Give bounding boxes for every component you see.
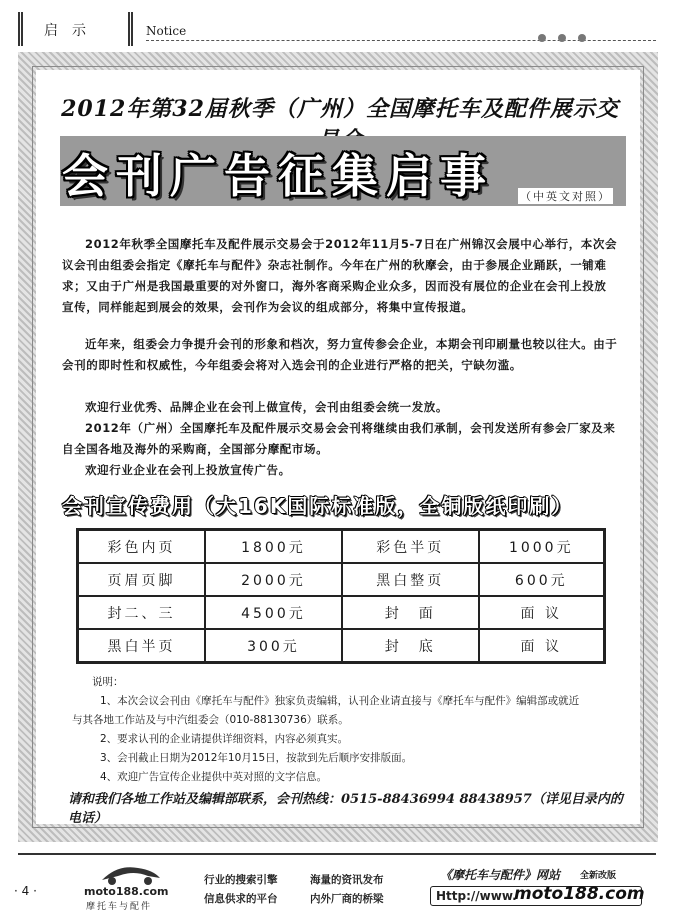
table-cell: 封 面: [342, 596, 479, 629]
table-cell: 面 议: [479, 629, 604, 662]
table-row: [78, 596, 604, 629]
header-dot: [578, 34, 586, 42]
event-title: 2012年第32届秋季（广州）全国摩托车及配件展示交: [61, 96, 619, 122]
website-title: 《摩托车与配件》网站: [440, 868, 561, 882]
body-paragraph: 欢迎行业企业在会刊上投放宣传广告。: [85, 463, 291, 477]
table-row: [78, 563, 604, 596]
header-bar-left: [18, 12, 23, 46]
fee-section-title: 会刊宣传费用（大16K国际标准版，全铜版纸印刷）: [62, 494, 574, 518]
note-item: 与其各地工作站及与中汽组委会（010-88130736）联系。: [72, 714, 349, 726]
contact-hotline: 请和我们各地工作站及编辑部联系，会刊热线：0515-88436994 88438957（详见目录内的电话）: [68, 792, 623, 826]
table-row: [78, 530, 604, 563]
slogan: 海量的资讯发布: [310, 874, 384, 886]
table-cell: 300元: [205, 629, 342, 662]
table-row: [78, 629, 604, 662]
logo-name: 摩托车与配件: [86, 902, 153, 912]
header-dot: [538, 34, 546, 42]
table-cell: 1800元: [205, 530, 342, 563]
table-cell: 面 议: [479, 596, 604, 629]
table-cell: 黑白半页: [78, 629, 205, 662]
table-cell: 黑白整页: [342, 563, 479, 596]
section-title-cn: 启示: [44, 23, 100, 39]
header-bar-right: [128, 12, 133, 46]
table-cell: 彩色半页: [342, 530, 479, 563]
slogan: 信息供求的平台: [204, 893, 278, 905]
page-subtitle: （中英文对照）: [520, 190, 611, 203]
section-title-en: Notice: [146, 24, 187, 38]
page-title: 会刊广告征集启事: [62, 149, 494, 203]
note-item: 4、欢迎广告宣传企业提供中英对照的文字信息。: [100, 771, 328, 783]
table-cell: 彩色内页: [78, 530, 205, 563]
motorcycle-logo-icon: [98, 860, 162, 886]
table-cell: 1000元: [479, 530, 604, 563]
fee-table: [76, 528, 606, 664]
notes-heading: 说明：: [92, 676, 124, 688]
table-cell: 4500元: [205, 596, 342, 629]
table-cell: 封二、三: [78, 596, 205, 629]
website-url-prefix[interactable]: Http://www.: [436, 889, 517, 903]
body-paragraph: 近年来，组委会力争提升会刊的形象和档次，努力宣传参会企业，本期会刊印刷量也较以往大。由于会刊的即时性和权威性，今年组委会将对入选会刊的企业进行严格的把关，宁缺勿滥。: [62, 337, 618, 372]
table-cell: 600元: [479, 563, 604, 596]
website-url-brand[interactable]: moto188.com: [514, 884, 645, 904]
table-cell: 封 底: [342, 629, 479, 662]
page-number: · 4 ·: [14, 884, 37, 898]
table-cell: 页眉页脚: [78, 563, 205, 596]
slogan: 内外厂商的桥梁: [310, 893, 384, 905]
table-cell: 2000元: [205, 563, 342, 596]
footer-rule: [18, 853, 656, 855]
note-item: 1、本次会议会刊由《摩托车与配件》独家负责编辑，认刊企业请直接与《摩托车与配件》编辑部或就近: [100, 695, 580, 707]
body-paragraph: 2012年秋季全国摩托车及配件展示交易会于2012年11月5-7日在广州锦汉会展中心举行，本次会议会刊由组委会指定《摩托车与配件》杂志社制作。今年在广州的秋摩会，由于参展企业踊跃，一铺难求；又由于广州是我国最重要的对外窗口，海外客商采购企业众多，因而没有展位的企业在会刊上投放宣传，同样能起到展会的效果，会刊作为会议的组成部分，将集中宣传报道。: [62, 237, 618, 314]
logo-site: moto188.com: [84, 885, 169, 898]
website-badge: 全新改版: [580, 871, 617, 881]
body-paragraph: 2012年（广州）全国摩托车及配件展示交易会会刊将继续由我们承制，会刊发送所有参会厂家及来自全国各地及海外的采购商，全国部分摩配市场。: [62, 421, 616, 456]
notes: [72, 673, 632, 787]
slogan: 行业的搜索引擎: [204, 874, 278, 886]
note-item: 2、要求认刊的企业请提供详细资料，内容必须真实。: [100, 733, 349, 745]
body-paragraph: 欢迎行业优秀、品牌企业在会刊上做宣传，会刊由组委会统一发放。: [85, 400, 448, 414]
header-dot: [558, 34, 566, 42]
note-item: 3、会刊截止日期为2012年10月15日，按款到先后顺序安排版面。: [100, 752, 413, 764]
